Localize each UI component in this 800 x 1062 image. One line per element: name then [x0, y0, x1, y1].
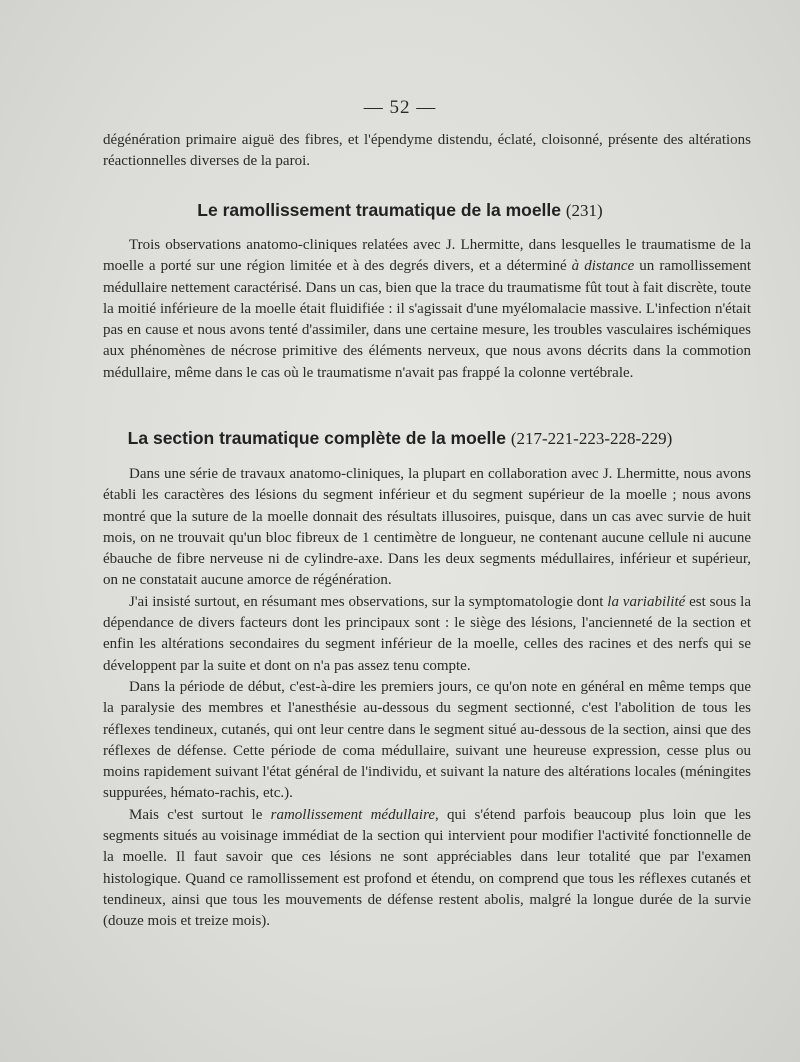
page-number: — 52 — [363, 97, 437, 118]
section1-body [103, 235, 751, 384]
body-paragraph [103, 805, 751, 933]
italic-phrase: à distance [571, 258, 635, 275]
paragraph-text: un ramollissement médullaire nettement caractérisé. Dans un cas, bien que la trace du traumatisme fût tout à fait discrète, toute la moitié inférieure de la moelle était fluidifiée : il s'agissait d'une myélomalacie massive. L'infection n'était pas en cause et nous avons tenté d'assimiler, dans une certaine mesure, les troubles vasculaires ischémiques aux phénomènes de nécrose primitive des éléments nerveux, que nous avons décrits dans la commotion médullaire, même dans le cas où le traumatisme n'avait pas frappé la colonne vertébrale. [103, 258, 752, 381]
intro-paragraph: dégénération primaire aiguë des fibres, et l'épendyme distendu, éclaté, cloisonné, présente des altérations réactionnelles diverses de la paroi. [103, 132, 751, 170]
section-heading-ramollissement [0, 200, 800, 221]
body-paragraph [103, 592, 751, 677]
body-paragraph: Dans une série de travaux anatomo-cliniques, la plupart en collaboration avec J. Lhermitte, nous avons établi les caractères des lésions du segment inférieur et du segment supérieur de la moelle ; nous avons montré que la suture de la moelle donnait des résultats illusoires, puisque, dans un cas avec survie de huit mois, on ne trouvait qu'un bloc fibreux de 1 centimètre de longueur, ne contenant aucune cellule ni aucune ébauche de fibre nerveuse ni de cylindre-axe. Dans les deux segments médullaires, inférieur et supérieur, on ne constatait aucune amorce de régénération. [103, 466, 751, 589]
intro-paragraph-block [103, 130, 751, 173]
italic-phrase: la variabilité [607, 593, 686, 610]
body-paragraph [103, 235, 751, 384]
heading-text: Le ramollissement traumatique de la moelle [197, 200, 562, 220]
paragraph-text: Trois observations anatomo-cliniques relatées avec J. Lhermitte, dans lesquelles le traumatisme de la moelle a porté sur une région limitée et à des degrés divers, et a déterminé [103, 237, 751, 275]
heading-text: La section traumatique complète de la moelle [127, 428, 506, 448]
heading-reference: (231) [565, 201, 603, 220]
body-paragraph: Dans la période de début, c'est-à-dire les premiers jours, ce qu'on note en général en même temps que la paralysie des membres et l'anesthésie au-dessous du segment sectionné, c'est l'abolition de tous les réflexes tendineux, cutanés, qui ont leur centre dans le segment situé au-dessous de la section, ainsi que des réflexes de défense. Cette période de coma médullaire, suivant une heureuse expression, cesse plus ou moins rapidement suivant l'état général de l'individu, et suivant la nature des altérations locales (méningites suppurées, hémato-rachis, etc.). [103, 678, 751, 802]
paragraph-text: , qui s'étend parfois beaucoup plus loin que les segments situés au voisinage immédiat de la section qui intervient pour modifier l'activité fonctionnelle de la moelle. Il faut savoir que ces lésions ne sont appréciables dans leur totalité que par l'examen histologique. Quand ce ramollissement est profond et étendu, on comprend que tous les réflexes cutanés et tendineux, ainsi que tous les mouvements de défense restent abolis, malgré la longue durée de la survie (douze mois et treize mois). [103, 806, 751, 930]
heading-reference: (217-221-223-228-229) [510, 429, 673, 448]
section-heading-section-complete [0, 428, 800, 449]
italic-phrase: ramollissement médullaire [270, 806, 436, 823]
paragraph-text: est sous la dépendance de divers facteurs dont les principaux sont : le siège des lésions, l'ancienneté de la section et enfin les altérations secondaires du segment inférieur de la moelle, celles des racines et des nerfs qui se développent par la suite et dont on n'a pas assez tenu compte. [103, 593, 751, 674]
section2-body [103, 464, 751, 933]
paragraph-text: J'ai insisté surtout, en résumant mes observations, sur la symptomatologie dont [129, 593, 608, 610]
paragraph-text: Mais c'est surtout le [129, 806, 271, 823]
